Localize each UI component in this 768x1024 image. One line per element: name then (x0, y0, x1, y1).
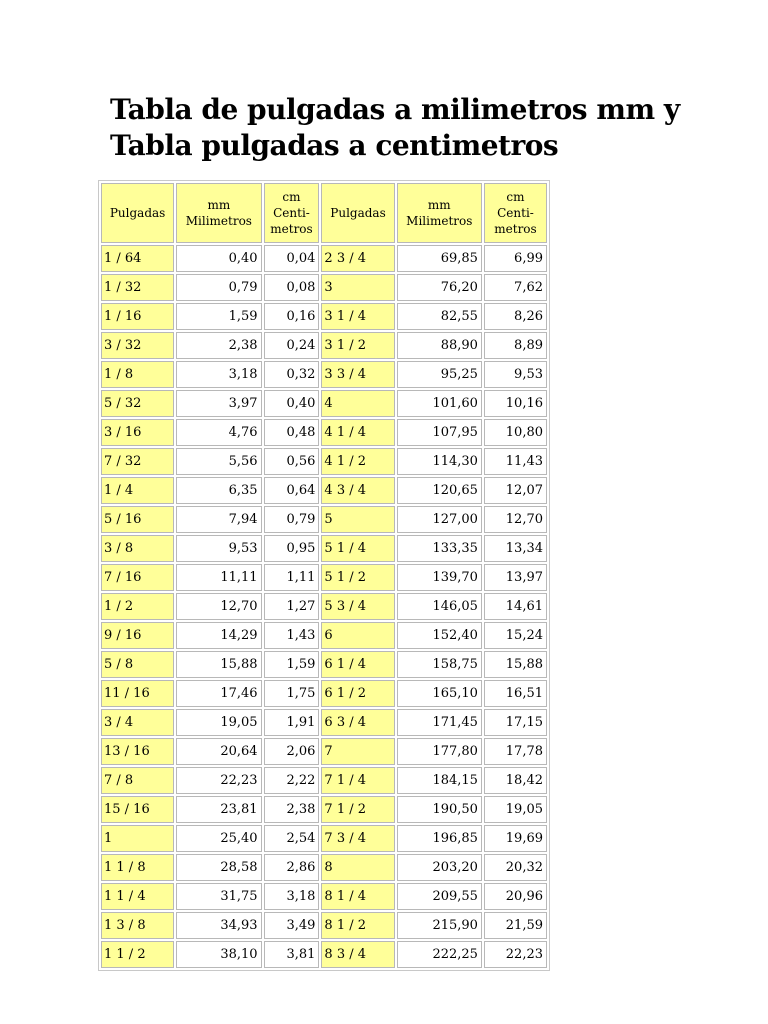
inch-cell: 4 3 / 4 (321, 477, 394, 504)
inch-cell: 11 / 16 (101, 680, 174, 707)
inch-cell: 1 (101, 825, 174, 852)
mm-cell: 114,30 (397, 448, 482, 475)
table-row (101, 709, 547, 736)
column-header-line: mm (427, 198, 451, 212)
mm-cell: 152,40 (397, 622, 482, 649)
cm-cell: 2,06 (264, 738, 320, 765)
inch-cell: 1 / 8 (101, 361, 174, 388)
table-row (101, 796, 547, 823)
cm-cell: 3,18 (264, 883, 320, 910)
table-row (101, 303, 547, 330)
cm-cell: 16,51 (484, 680, 547, 707)
inch-cell: 3 1 / 4 (321, 303, 394, 330)
cm-cell: 0,48 (264, 419, 320, 446)
column-header-line: cm (506, 190, 525, 204)
cm-cell: 21,59 (484, 912, 547, 939)
header-cm (264, 183, 320, 243)
mm-cell: 3,97 (176, 390, 261, 417)
inch-cell: 3 / 16 (101, 419, 174, 446)
inch-cell: 5 (321, 506, 394, 533)
column-header-line: Milimetros (406, 214, 473, 228)
cm-cell: 1,75 (264, 680, 320, 707)
column-header-line: Centi- (273, 206, 310, 220)
page-title-line-1: Tabla de pulgadas a milimetros mm y (110, 93, 680, 126)
cm-cell: 22,23 (484, 941, 547, 968)
cm-cell: 12,70 (484, 506, 547, 533)
mm-cell: 11,11 (176, 564, 261, 591)
inch-cell: 5 3 / 4 (321, 593, 394, 620)
mm-cell: 7,94 (176, 506, 261, 533)
mm-cell: 20,64 (176, 738, 261, 765)
inch-cell: 3 / 32 (101, 332, 174, 359)
mm-cell: 2,38 (176, 332, 261, 359)
table-row (101, 419, 547, 446)
inch-cell: 7 (321, 738, 394, 765)
inch-cell: 4 1 / 4 (321, 419, 394, 446)
inch-cell: 7 / 32 (101, 448, 174, 475)
column-header-line: cm (282, 190, 301, 204)
cm-cell: 1,59 (264, 651, 320, 678)
table-row (101, 651, 547, 678)
inch-cell: 5 / 16 (101, 506, 174, 533)
inch-cell: 1 / 32 (101, 274, 174, 301)
inch-cell: 9 / 16 (101, 622, 174, 649)
mm-cell: 3,18 (176, 361, 261, 388)
cm-cell: 8,26 (484, 303, 547, 330)
cm-cell: 8,89 (484, 332, 547, 359)
mm-cell: 95,25 (397, 361, 482, 388)
header-mm-2 (397, 183, 482, 243)
cm-cell: 19,69 (484, 825, 547, 852)
mm-cell: 76,20 (397, 274, 482, 301)
inch-cell: 7 / 16 (101, 564, 174, 591)
header-row (101, 183, 547, 243)
inch-cell: 4 (321, 390, 394, 417)
mm-cell: 101,60 (397, 390, 482, 417)
mm-cell: 107,95 (397, 419, 482, 446)
mm-cell: 0,79 (176, 274, 261, 301)
inch-cell: 15 / 16 (101, 796, 174, 823)
mm-cell: 209,55 (397, 883, 482, 910)
mm-cell: 165,10 (397, 680, 482, 707)
mm-cell: 34,93 (176, 912, 261, 939)
cm-cell: 0,95 (264, 535, 320, 562)
inch-cell: 3 1 / 2 (321, 332, 394, 359)
inch-cell: 1 3 / 8 (101, 912, 174, 939)
mm-cell: 9,53 (176, 535, 261, 562)
mm-cell: 38,10 (176, 941, 261, 968)
mm-cell: 23,81 (176, 796, 261, 823)
table-row (101, 767, 547, 794)
cm-cell: 1,11 (264, 564, 320, 591)
cm-cell: 20,32 (484, 854, 547, 881)
cm-cell: 19,05 (484, 796, 547, 823)
inch-cell: 4 1 / 2 (321, 448, 394, 475)
cm-cell: 3,81 (264, 941, 320, 968)
inch-cell: 7 3 / 4 (321, 825, 394, 852)
table-row (101, 941, 547, 968)
column-header-line: Pulgadas (109, 206, 166, 220)
inch-cell: 6 (321, 622, 394, 649)
column-header-line: mm (207, 198, 231, 212)
table-row (101, 448, 547, 475)
table-body (101, 245, 547, 968)
conversion-table (98, 180, 550, 971)
cm-cell: 0,40 (264, 390, 320, 417)
mm-cell: 82,55 (397, 303, 482, 330)
table-row (101, 593, 547, 620)
inch-cell: 6 1 / 2 (321, 680, 394, 707)
table-row (101, 622, 547, 649)
table-row (101, 361, 547, 388)
cm-cell: 9,53 (484, 361, 547, 388)
mm-cell: 203,20 (397, 854, 482, 881)
mm-cell: 31,75 (176, 883, 261, 910)
inch-cell: 8 1 / 2 (321, 912, 394, 939)
inch-cell: 7 1 / 2 (321, 796, 394, 823)
inch-cell: 3 (321, 274, 394, 301)
inch-cell: 1 / 16 (101, 303, 174, 330)
table-row (101, 506, 547, 533)
mm-cell: 88,90 (397, 332, 482, 359)
inch-cell: 7 / 8 (101, 767, 174, 794)
table-row (101, 477, 547, 504)
inch-cell: 1 1 / 8 (101, 854, 174, 881)
table-header (101, 183, 547, 243)
header-mm (176, 183, 261, 243)
mm-cell: 6,35 (176, 477, 261, 504)
inch-cell: 1 / 2 (101, 593, 174, 620)
cm-cell: 15,88 (484, 651, 547, 678)
mm-cell: 222,25 (397, 941, 482, 968)
inch-cell: 2 3 / 4 (321, 245, 394, 272)
inch-cell: 3 3 / 4 (321, 361, 394, 388)
mm-cell: 133,35 (397, 535, 482, 562)
mm-cell: 28,58 (176, 854, 261, 881)
column-header-line: Milimetros (185, 214, 252, 228)
cm-cell: 0,56 (264, 448, 320, 475)
mm-cell: 17,46 (176, 680, 261, 707)
table-row (101, 680, 547, 707)
inch-cell: 8 (321, 854, 394, 881)
mm-cell: 69,85 (397, 245, 482, 272)
mm-cell: 158,75 (397, 651, 482, 678)
table-row (101, 245, 547, 272)
mm-cell: 139,70 (397, 564, 482, 591)
page-title (110, 92, 730, 164)
cm-cell: 17,78 (484, 738, 547, 765)
cm-cell: 3,49 (264, 912, 320, 939)
cm-cell: 0,64 (264, 477, 320, 504)
page-title-line-2: Tabla pulgadas a centimetros (110, 129, 559, 162)
cm-cell: 2,38 (264, 796, 320, 823)
table-row (101, 912, 547, 939)
mm-cell: 146,05 (397, 593, 482, 620)
cm-cell: 12,07 (484, 477, 547, 504)
cm-cell: 7,62 (484, 274, 547, 301)
cm-cell: 0,24 (264, 332, 320, 359)
inch-cell: 5 / 32 (101, 390, 174, 417)
column-header-line: metros (494, 222, 537, 236)
cm-cell: 1,43 (264, 622, 320, 649)
mm-cell: 184,15 (397, 767, 482, 794)
inch-cell: 6 3 / 4 (321, 709, 394, 736)
inch-cell: 5 1 / 4 (321, 535, 394, 562)
inch-cell: 3 / 4 (101, 709, 174, 736)
inch-cell: 7 1 / 4 (321, 767, 394, 794)
cm-cell: 13,97 (484, 564, 547, 591)
mm-cell: 12,70 (176, 593, 261, 620)
inch-cell: 5 1 / 2 (321, 564, 394, 591)
inch-cell: 1 / 64 (101, 245, 174, 272)
inch-cell: 13 / 16 (101, 738, 174, 765)
cm-cell: 0,16 (264, 303, 320, 330)
column-header-line: Centi- (497, 206, 534, 220)
header-pulgadas-2 (321, 183, 394, 243)
cm-cell: 2,86 (264, 854, 320, 881)
mm-cell: 1,59 (176, 303, 261, 330)
cm-cell: 6,99 (484, 245, 547, 272)
cm-cell: 18,42 (484, 767, 547, 794)
cm-cell: 20,96 (484, 883, 547, 910)
inch-cell: 8 1 / 4 (321, 883, 394, 910)
table-row (101, 854, 547, 881)
table-row (101, 274, 547, 301)
header-pulgadas (101, 183, 174, 243)
table-row (101, 390, 547, 417)
cm-cell: 0,79 (264, 506, 320, 533)
table-row (101, 883, 547, 910)
inch-cell: 1 / 4 (101, 477, 174, 504)
inch-cell: 6 1 / 4 (321, 651, 394, 678)
column-header-line: metros (270, 222, 313, 236)
cm-cell: 0,08 (264, 274, 320, 301)
cm-cell: 1,91 (264, 709, 320, 736)
header-cm-2 (484, 183, 547, 243)
mm-cell: 22,23 (176, 767, 261, 794)
mm-cell: 14,29 (176, 622, 261, 649)
inch-cell: 1 1 / 4 (101, 883, 174, 910)
mm-cell: 196,85 (397, 825, 482, 852)
cm-cell: 15,24 (484, 622, 547, 649)
mm-cell: 120,65 (397, 477, 482, 504)
mm-cell: 25,40 (176, 825, 261, 852)
table-row (101, 332, 547, 359)
mm-cell: 190,50 (397, 796, 482, 823)
inch-cell: 5 / 8 (101, 651, 174, 678)
cm-cell: 2,22 (264, 767, 320, 794)
cm-cell: 2,54 (264, 825, 320, 852)
mm-cell: 4,76 (176, 419, 261, 446)
column-header-line: Pulgadas (330, 206, 386, 220)
inch-cell: 3 / 8 (101, 535, 174, 562)
mm-cell: 0,40 (176, 245, 261, 272)
cm-cell: 17,15 (484, 709, 547, 736)
mm-cell: 177,80 (397, 738, 482, 765)
table-row (101, 825, 547, 852)
cm-cell: 11,43 (484, 448, 547, 475)
cm-cell: 1,27 (264, 593, 320, 620)
mm-cell: 215,90 (397, 912, 482, 939)
mm-cell: 5,56 (176, 448, 261, 475)
mm-cell: 127,00 (397, 506, 482, 533)
cm-cell: 14,61 (484, 593, 547, 620)
table-row (101, 564, 547, 591)
mm-cell: 15,88 (176, 651, 261, 678)
mm-cell: 19,05 (176, 709, 261, 736)
cm-cell: 13,34 (484, 535, 547, 562)
cm-cell: 10,16 (484, 390, 547, 417)
cm-cell: 10,80 (484, 419, 547, 446)
inch-cell: 1 1 / 2 (101, 941, 174, 968)
table-row (101, 738, 547, 765)
mm-cell: 171,45 (397, 709, 482, 736)
cm-cell: 0,04 (264, 245, 320, 272)
inch-cell: 8 3 / 4 (321, 941, 394, 968)
cm-cell: 0,32 (264, 361, 320, 388)
table-row (101, 535, 547, 562)
